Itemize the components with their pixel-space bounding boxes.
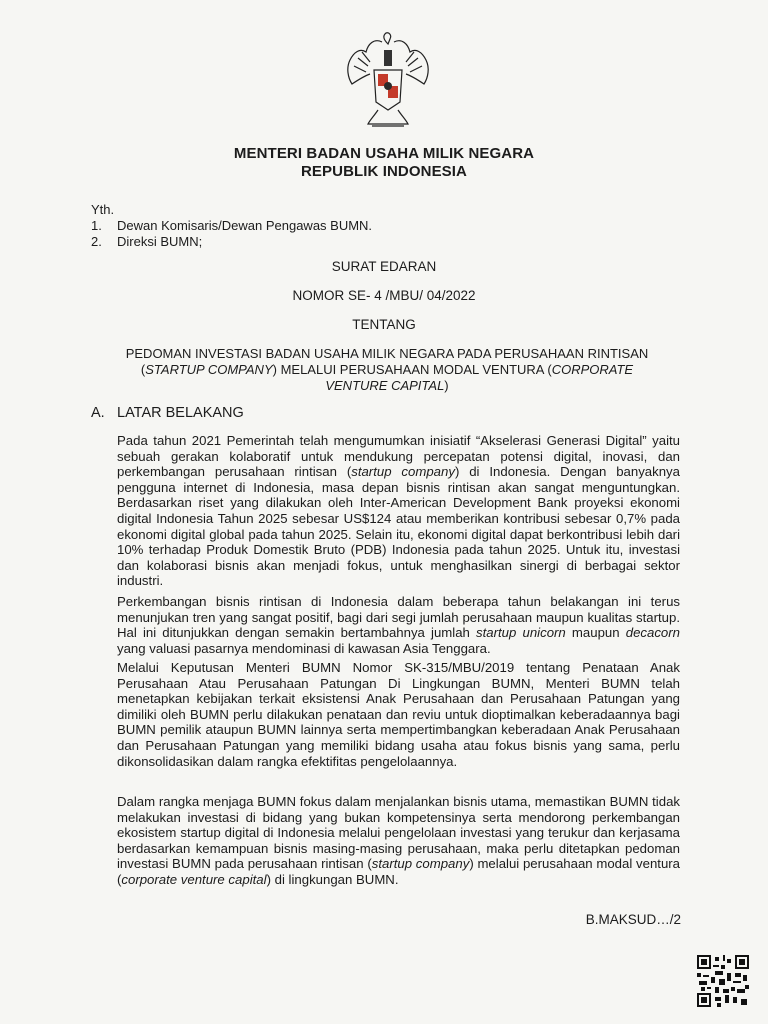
header-line-1: MENTERI BADAN USAHA MILIK NEGARA <box>233 145 535 162</box>
paragraph-4: Dalam rangka menjaga BUMN fokus dalam menjalankan bisnis utama, memastikan BUMN tidak melakukan investasi di bidang yang bukan kompetensinya serta mendorong perkembangan ekosistem startup digital di Indonesia melalui pengelolaan investasi yang terukur dan kerjasama berdasarkan kemampuan bisnis masing-masing perusahaan, maka perlu ditetapkan pedoman investasi BUMN pada perusahaan rintisan (startup company) melalui perusahaan modal ventura (corporate venture capital) di lingkungan BUMN. <box>117 794 681 887</box>
document-about: TENTANG <box>352 317 416 332</box>
next-page-reference: B.MAKSUD…/2 <box>585 912 681 927</box>
section-heading: A. LATAR BELAKANG <box>91 405 244 421</box>
list-item: 2. Direksi BUMN; <box>91 234 203 249</box>
qr-code-icon <box>697 955 749 1007</box>
paragraph-1: Pada tahun 2021 Pemerintah telah mengumumkan inisiatif “Akselerasi Generasi Digital” yaitu sebuah gerakan kolaboratif untuk mendukung percepatan potensi digital, inovasi, dan perkembangan perusahaan rintisan (startup company) di Indonesia. Dengan banyaknya pengguna internet di Indonesia, masa depan bisnis rintisan akan sangat menguntungkan. Berdasarkan riset yang dilakukan oleh Inter-American Development Bank proyeksi ekonomi digital Indonesia Tahun 2025 sebesar US$124 atau memberikan kontribusi sebesar 0,7% pada ekonomi digital global pada tahun 2025. Selain itu, ekonomi digital dapat berkontribusi lebih dari 10% terhadap Produk Domestik Bruto (PDB) Indonesia pada tahun 2025. Untuk itu, investasi dan kolaborasi bisnis akan menjadi fokus, untuk menghasilkan sinergi di berbagai sektor industri. <box>117 433 680 589</box>
header-line-2: REPUBLIK INDONESIA <box>301 163 467 180</box>
garuda-emblem-icon <box>338 30 438 130</box>
list-item: 1. Dewan Komisaris/Dewan Pengawas BUMN. <box>91 218 373 233</box>
document-title: PEDOMAN INVESTASI BADAN USAHA MILIK NEGARA PADA PERUSAHAAN RINTISAN (STARTUP COMPANY) MELALUI PERUSAHAAN MODAL VENTURA (CORPORATE VENTURE CAPITAL) <box>125 346 649 393</box>
addressee-block <box>91 202 372 250</box>
document-number: NOMOR SE- 4 /MBU/ 04/2022 <box>292 288 476 303</box>
document-type: SURAT EDARAN <box>331 259 437 274</box>
paragraph-3: Melalui Keputusan Menteri BUMN Nomor SK-315/MBU/2019 tentang Penataan Anak Perusahaan Atau Perusahaan Patungan Di Lingkungan BUMN, Menteri BUMN telah menetapkan kebijakan terkait eksistensi Anak Perusahaan dan Perusahaan Patungan yang dimiliki oleh BUMN perlu dilakukan penataan dan reviu untuk dioptimalkan keberadaannya bagi BUMN pemilik ataupun BUMN lainnya serta mempertimbangkan keberadaan Anak Perusahaan dan Perusahaan Patungan yang memiliki bidang usaha atau fokus bisnis yang sama, perlu dikonsolidasikan dalam rangka efektifitas pengelolaannya. <box>117 660 680 769</box>
paragraph-2: Perkembangan bisnis rintisan di Indonesia dalam beberapa tahun belakangan ini terus menunjukan tren yang sangat positif, bagi dari segi jumlah perusahaan maupun kualitas startup. Hal ini ditunjukkan dengan semakin bertambahnya jumlah startup unicorn maupun decacorn yang valuasi pasarnya mendominasi di kawasan Asia Tenggara. <box>117 594 680 656</box>
salutation: Yth. <box>91 202 115 217</box>
